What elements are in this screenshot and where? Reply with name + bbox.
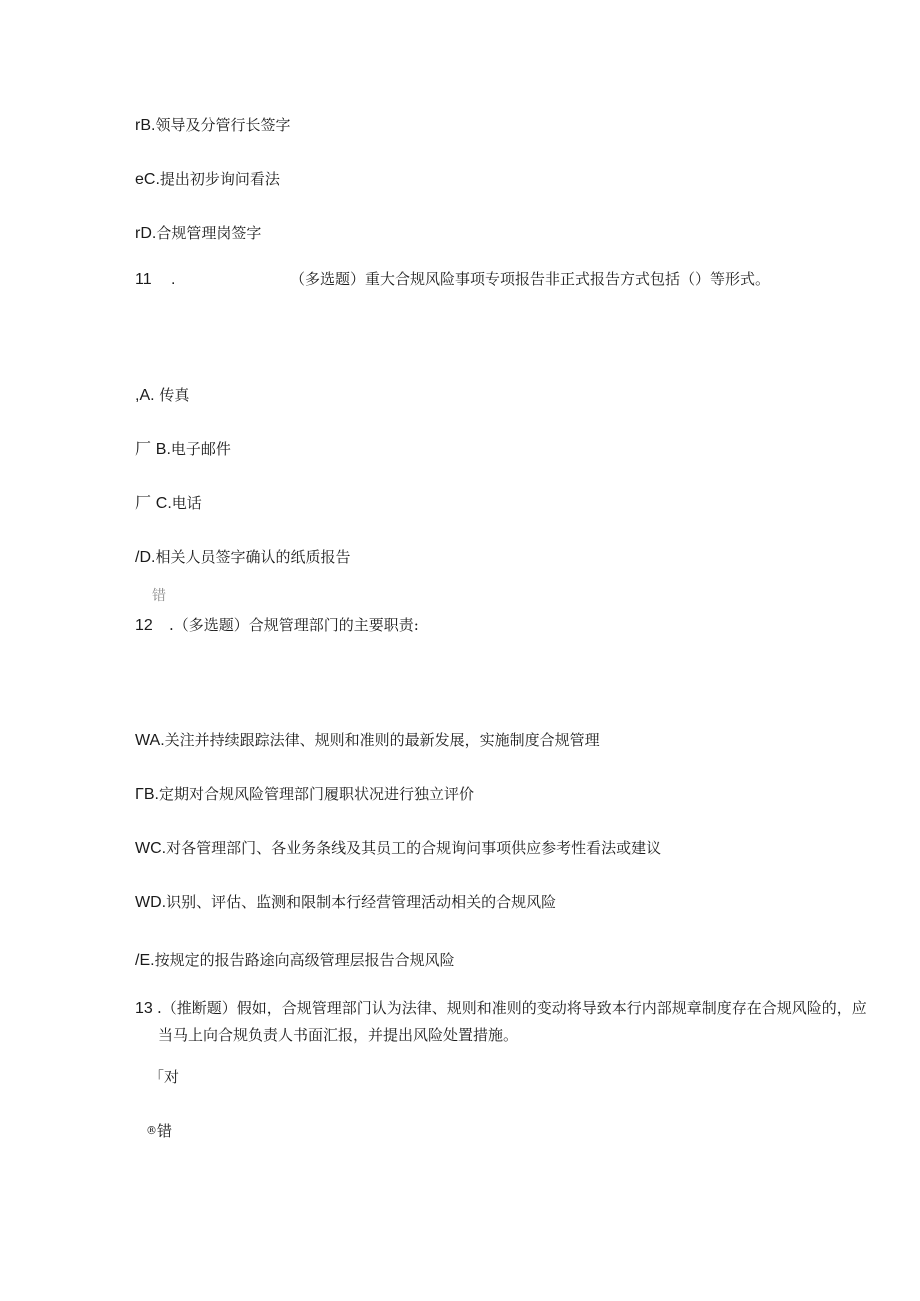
- q12-option-c-marker: W: [135, 840, 151, 857]
- q12-option-c-letter: C.: [150, 840, 167, 857]
- q11-option-a-marker: ,: [135, 387, 140, 404]
- q13-question-line1: .（推断题）假如，合规管理部门认为法律、规则和准则的变动将导致本行内部规章制度存在合规风险的，应: [157, 999, 867, 1017]
- q12-option-d-letter: D.: [150, 894, 167, 911]
- q11-option-a-letter: A.: [139, 387, 155, 404]
- q12-option-a[interactable]: [135, 730, 600, 751]
- q10-option-d[interactable]: [135, 223, 261, 244]
- q13-question-line2: 当马上向合规负责人书面汇报，并提出风险处置措施。: [158, 1026, 519, 1044]
- q11-option-b-marker: 厂: [135, 441, 152, 458]
- q10-option-d-letter: D.: [140, 225, 157, 242]
- q13-option-true[interactable]: [149, 1067, 179, 1087]
- q12-option-c[interactable]: [135, 838, 661, 859]
- q10-option-c-letter: C.: [143, 171, 160, 188]
- q13-option-false[interactable]: [146, 1121, 172, 1141]
- q11-option-a-text: 传真: [159, 386, 190, 404]
- q10-option-b-marker: r: [135, 117, 141, 134]
- q10-option-b-text: 领导及分管行长签字: [155, 116, 291, 134]
- q11-option-c-marker: 厂: [135, 495, 152, 512]
- q12-option-e-marker: /: [135, 952, 140, 969]
- q11-option-b[interactable]: [135, 439, 231, 460]
- q10-option-d-marker: r: [135, 225, 141, 242]
- q12-question-text: .（多选题）合规管理部门的主要职责:: [169, 616, 419, 634]
- q11-question-text: （多选题）重大合规风险事项专项报告非正式报告方式包括（）等形式。: [290, 270, 771, 288]
- q13-number: 13: [135, 1000, 153, 1017]
- q10-option-d-text: 合规管理岗签字: [156, 224, 262, 242]
- q11-option-d-letter: D.: [139, 549, 156, 566]
- q12-option-b-letter: B.: [143, 786, 159, 803]
- q11-result-label: 错: [152, 588, 166, 604]
- q10-option-c-text: 提出初步询问看法: [159, 170, 280, 188]
- q13-option-true-text: 对: [164, 1068, 180, 1086]
- q13-option-false-text: 错: [157, 1122, 173, 1140]
- q12-option-e[interactable]: [135, 950, 455, 971]
- q11-option-c-letter: C.: [155, 495, 172, 512]
- q12-number: 12: [135, 617, 153, 634]
- q10-option-c-marker: e: [135, 171, 144, 188]
- q12-option-e-letter: E.: [139, 952, 155, 969]
- q11-dot: .: [171, 271, 176, 288]
- q12-option-d-text: 识别、评估、监测和限制本行经营管理活动相关的合规风险: [166, 893, 557, 911]
- q11-option-a[interactable]: [135, 385, 189, 406]
- q10-option-b[interactable]: [135, 115, 290, 136]
- q11-option-b-letter: B.: [155, 441, 171, 458]
- q12-option-c-text: 对各管理部门、各业务条线及其员工的合规询问事项供应参考性看法或建议: [166, 839, 662, 857]
- q11-header: [135, 269, 175, 290]
- q12-option-e-text: 按规定的报告路途向高级管理层报告合规风险: [154, 951, 455, 969]
- q11-option-d[interactable]: [135, 547, 350, 568]
- q12-header: [135, 615, 419, 636]
- q12-option-b[interactable]: [135, 784, 474, 805]
- q10-option-b-letter: B.: [140, 117, 156, 134]
- q12-option-d-marker: W: [135, 894, 151, 911]
- q13-question: [135, 995, 900, 1048]
- q12-option-b-marker: Γ: [135, 786, 144, 803]
- q12-option-a-letter: A.: [149, 732, 165, 749]
- q11-option-d-text: 相关人员签字确认的纸质报告: [155, 548, 351, 566]
- q12-option-b-text: 定期对合规风险管理部门履职状况进行独立评价: [158, 785, 474, 803]
- q11-option-b-text: 电子邮件: [170, 440, 231, 458]
- q12-option-a-text: 关注并持续跟踪法律、规则和准则的最新发展，实施制度合规管理: [164, 731, 600, 749]
- q13-option-false-marker: ®: [146, 1124, 157, 1137]
- q10-option-c[interactable]: [135, 169, 280, 190]
- q11-option-c-text: 电话: [171, 494, 202, 512]
- q11-option-d-marker: /: [135, 549, 140, 566]
- q13-option-true-marker: 「: [149, 1068, 165, 1086]
- q12-option-a-marker: W: [135, 732, 150, 749]
- q12-option-d[interactable]: [135, 892, 556, 913]
- q11-option-c[interactable]: [135, 493, 202, 514]
- q11-number: 11: [135, 271, 152, 288]
